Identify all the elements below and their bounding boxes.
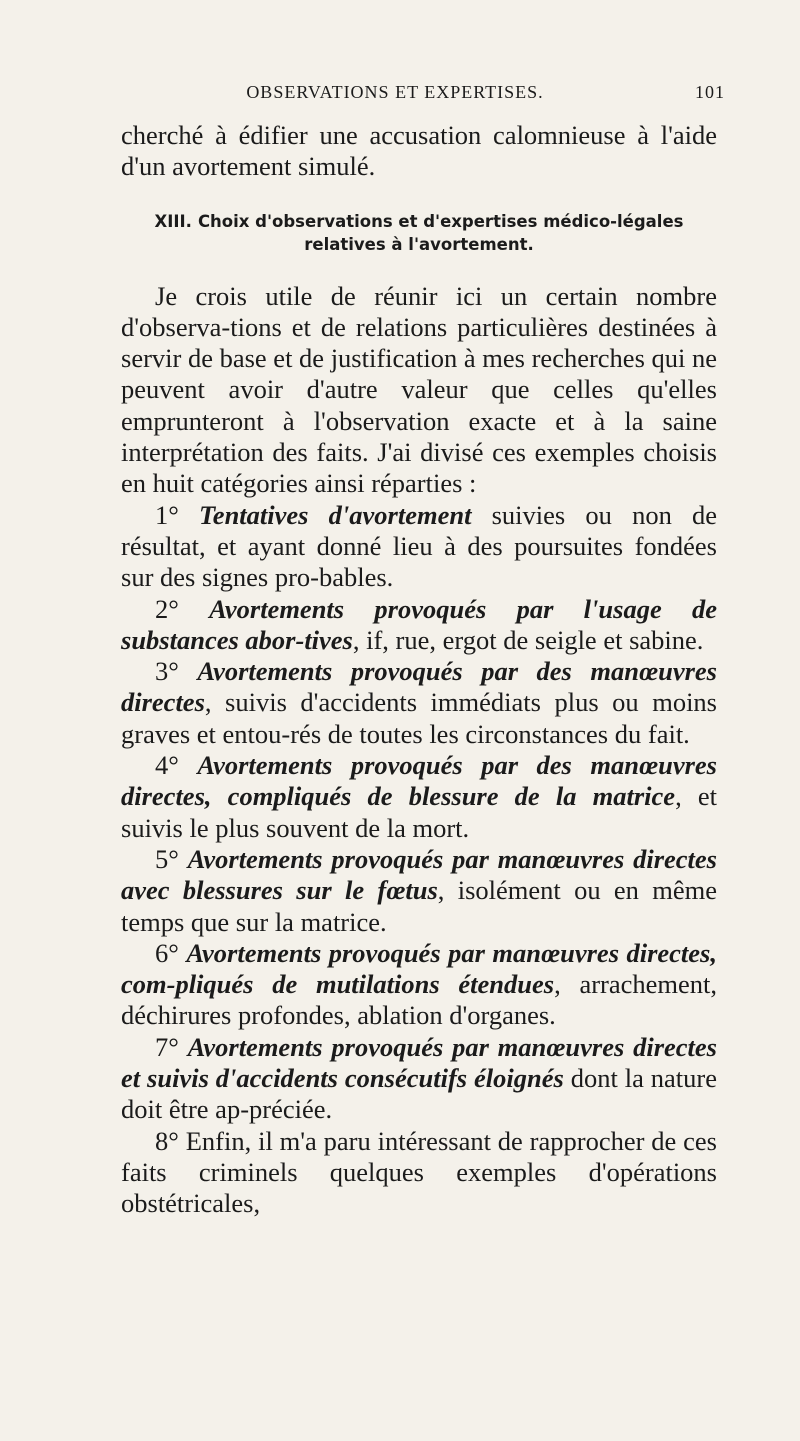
category-item-1: 1° Tentatives d'avortement suivies ou non de résultat, et ayant donné lieu à des poursuites fondées sur des signes pro-bables. bbox=[121, 499, 718, 593]
section-title-line2: relatives à l'avortement. bbox=[304, 234, 534, 254]
category-item-3: 3° Avortements provoqués par des manœuvres directes, suivis d'accidents immédiats plus ou moins graves et entou-rés de toutes les circonstances du fait. bbox=[121, 656, 717, 749]
section-title-line1: Choix d'observations et d'expertises médico-légales bbox=[197, 211, 684, 231]
category-item-6: 6° Avortements provoqués par manœuvres directes, com-pliqués de mutilations étendues, arrachement, déchirures profondes, ablation d'organes. bbox=[121, 937, 718, 1031]
category-item-5: 5° Avortements provoqués par manœuvres directes avec blessures sur le fœtus, isolément ou en même temps que sur la matrice. bbox=[121, 843, 717, 937]
section-heading bbox=[121, 210, 717, 256]
section-number: XIII. bbox=[154, 211, 192, 231]
running-title: OBSERVATIONS ET EXPERTISES. bbox=[246, 82, 544, 102]
paragraph-continuation: cherché à édifier une accusation calomnieuse à l'aide d'un avortement simulé. bbox=[121, 120, 717, 182]
intro-paragraph: Je crois utile de réunir ici un certain nombre d'observa-tions et de relations particulières destinées à servir de base et de justification à mes recherches qui ne peuvent avoir d'autre valeur que celles qu'elles emprunteront à l'observation exacte et à la saine interprétation des faits. J'ai divisé ces exemples choisis en huit catégories ainsi réparties : bbox=[121, 280, 718, 499]
category-item-4: 4° Avortements provoqués par des manœuvres directes, compliqués de blessure de la matrice, et suivis le plus souvent de la mort. bbox=[121, 750, 717, 843]
category-item-2: 2° Avortements provoqués par l'usage de substances abor-tives, if, rue, ergot de seigle et sabine. bbox=[121, 593, 718, 655]
category-item-7: 7° Avortements provoqués par manœuvres directes et suivis d'accidents consécutifs éloignés dont la nature doit être ap-préciée. bbox=[121, 1031, 718, 1125]
category-item-8: 8° Enfin, il m'a paru intéressant de rapprocher de ces faits criminels quelques exemples d'opérations obstétricales, bbox=[121, 1125, 717, 1219]
page-number: 101 bbox=[695, 82, 725, 102]
body-text bbox=[121, 120, 717, 1220]
